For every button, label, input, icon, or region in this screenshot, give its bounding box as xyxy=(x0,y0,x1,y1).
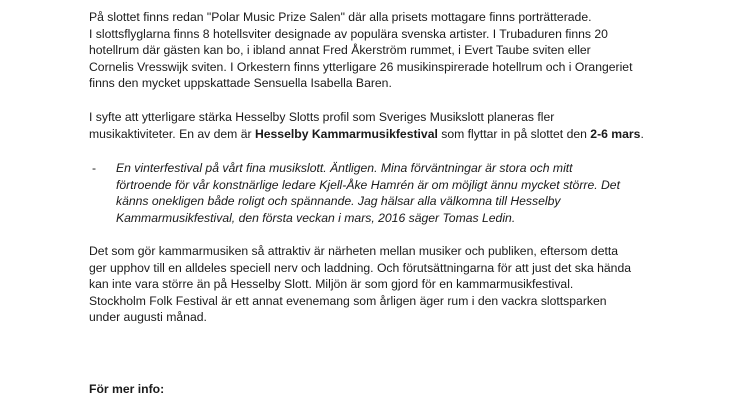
quote-line: Kammarmusikfestival, den första veckan i mars, 2016 säger Tomas Ledin. xyxy=(116,210,516,225)
text-segment: som flyttar in på slottet den xyxy=(437,126,591,141)
text-line: ger upphov till en alldeles speciell nerv och laddning. Och förutsättningarna för att just det ska hända xyxy=(89,260,631,275)
paragraph-chamber-music xyxy=(89,243,689,326)
bullet-dash: - xyxy=(92,161,97,175)
quote-line: känns onekligen både roligt och spännande. Jag hälsar alla välkomna till Hesselby xyxy=(116,194,561,208)
text-line xyxy=(89,126,689,143)
text-line: hotellrum där gästen kan bo, i ibland annat Fred Åkerström rummet, i Evert Taube sviten eller xyxy=(89,43,591,57)
quote-line: En vinterfestival på vårt fina musikslott. Äntligen. Mina förväntningar är stora och mitt xyxy=(116,161,573,175)
text-line: Stockholm Folk Festival är ett annat evenemang som årligen äger rum i den vackra slottsparken xyxy=(89,293,607,308)
text-line: finns den mycket uppskattade Sensuella Isabella Baren. xyxy=(89,76,392,90)
quote-text xyxy=(116,160,706,226)
paragraph-polar-music xyxy=(89,9,689,92)
quote-line: förtroende för vår konstnärlige ledare Kjell-Åke Hamrén är om möjligt ännu mycket större. Det xyxy=(116,177,620,192)
paragraph-music-castle xyxy=(89,109,689,142)
text-line: På slottet finns redan "Polar Music Prize Salen" där alla prisets mottagare finns porträtterade. xyxy=(89,10,592,24)
text-segment: musikaktiviteter. En av dem är xyxy=(89,126,255,141)
text-line: I syfte att ytterligare stärka Hesselby Slotts profil som Sveriges Musikslott planeras fler xyxy=(89,110,555,124)
text-line: kan inte vara större än på Hesselby Slott. Miljön är som gjord för en kammarmusikfestival. xyxy=(89,277,574,291)
info-heading: För mer info: xyxy=(89,382,165,396)
text-line: under augusti månad. xyxy=(89,310,207,324)
text-line: Cornelis Vresswijk sviten. I Orkestern finns ytterligare 26 musikinspirerade hotellrum och i Orangeriet xyxy=(89,59,633,74)
festival-name: Hesselby Kammarmusikfestival xyxy=(254,126,438,141)
text-segment: . xyxy=(640,126,644,141)
text-line: I slottsflyglarna finns 8 hotellsviter designade av populära svenska artister. I Trubaduren finns 20 xyxy=(89,26,608,41)
text-line: Det som gör kammarmusiken så attraktiv är närheten mellan musiker och publiken, eftersom detta xyxy=(89,244,619,258)
festival-dates: 2-6 mars xyxy=(590,126,641,141)
